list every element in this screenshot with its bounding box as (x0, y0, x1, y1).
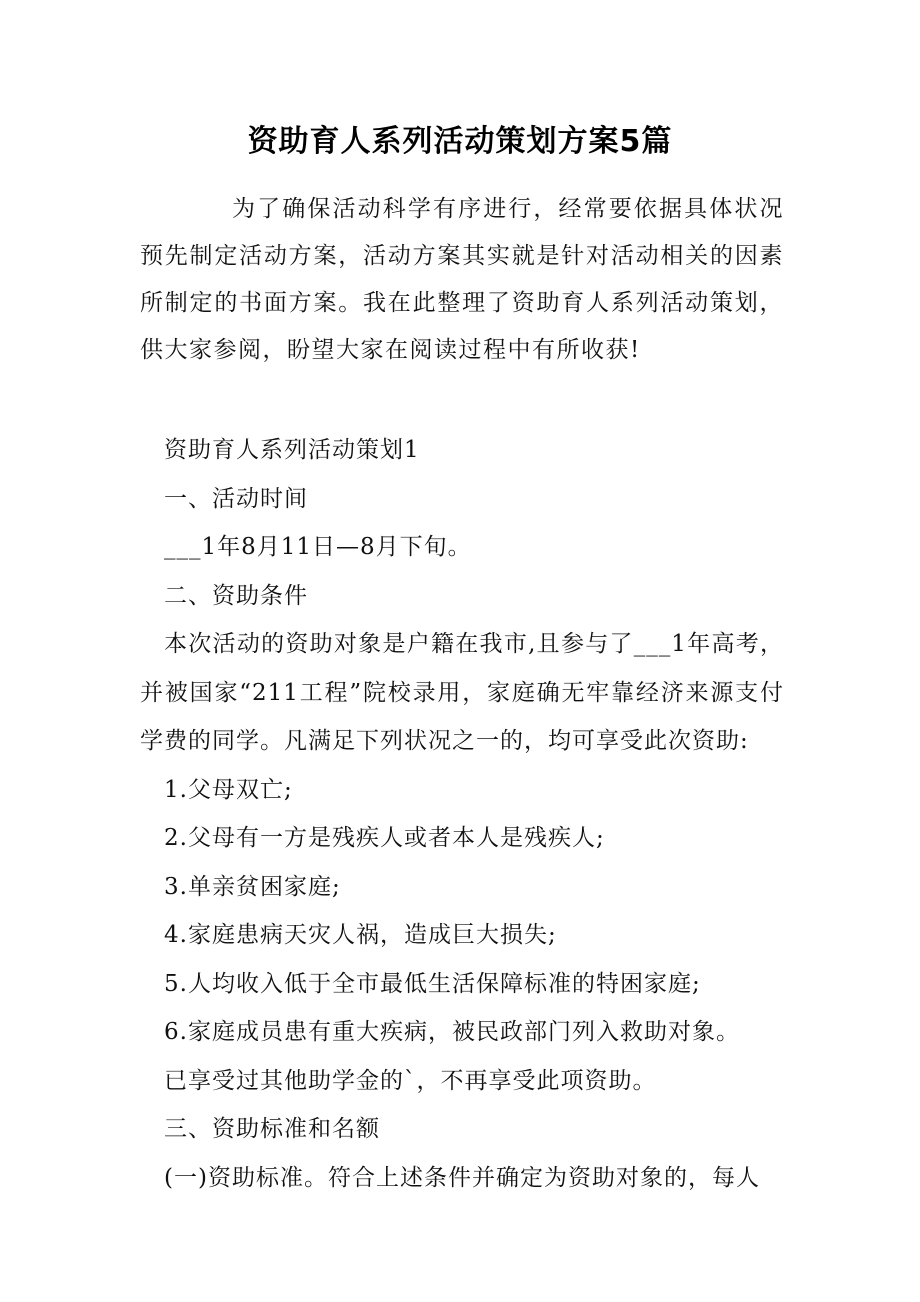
conditions-paragraph: 本次活动的资助对象是户籍在我市,且参与了___1年高考，并被国家“211工程”院校录用，家庭确无牢靠经济来源支付学费的同学。凡满足下列状况之一的，均可享受此次资助: (140, 631, 784, 754)
heading-activity-time: 一、活动时间 (164, 485, 308, 512)
document-title: 资助育人系列活动策划方案5篇 (247, 124, 673, 159)
heading-standards: 三、资助标准和名额 (164, 1116, 380, 1142)
activity-time-text: ___1年8月11日—8月下旬。 (164, 534, 472, 560)
section-title: 资助育人系列活动策划1 (164, 437, 420, 463)
condition-item: 3.单亲贫困家庭; (164, 873, 341, 900)
condition-item: 1.父母双亡; (164, 776, 293, 803)
heading-conditions: 二、资助条件 (164, 582, 308, 609)
standard-text: (一)资助标准。符合上述条件并确定为资助对象的，每人 (164, 1164, 760, 1191)
condition-item: 4.家庭患病天灾人祸，造成巨大损失; (164, 922, 557, 948)
condition-item: 6.家庭成员患有重大疾病，被民政部门列入救助对象。 (164, 1019, 740, 1045)
condition-item: 2.父母有一方是残疾人或者本人是残疾人; (164, 825, 605, 851)
document-body (140, 426, 784, 1202)
exclusion-note: 已享受过其他助学金的`，不再享受此项资助。 (164, 1067, 657, 1094)
intro-paragraph: 为了确保活动科学有序进行，经常要依据具体状况预先制定活动方案，活动方案其实就是针对活动相关的因素所制定的书面方案。我在此整理了资助育人系列活动策划，供大家参阅，盼望大家在阅读过程中有所收获! (140, 196, 784, 363)
condition-item: 5.人均收入低于全市最低生活保障标准的特困家庭; (164, 970, 701, 997)
